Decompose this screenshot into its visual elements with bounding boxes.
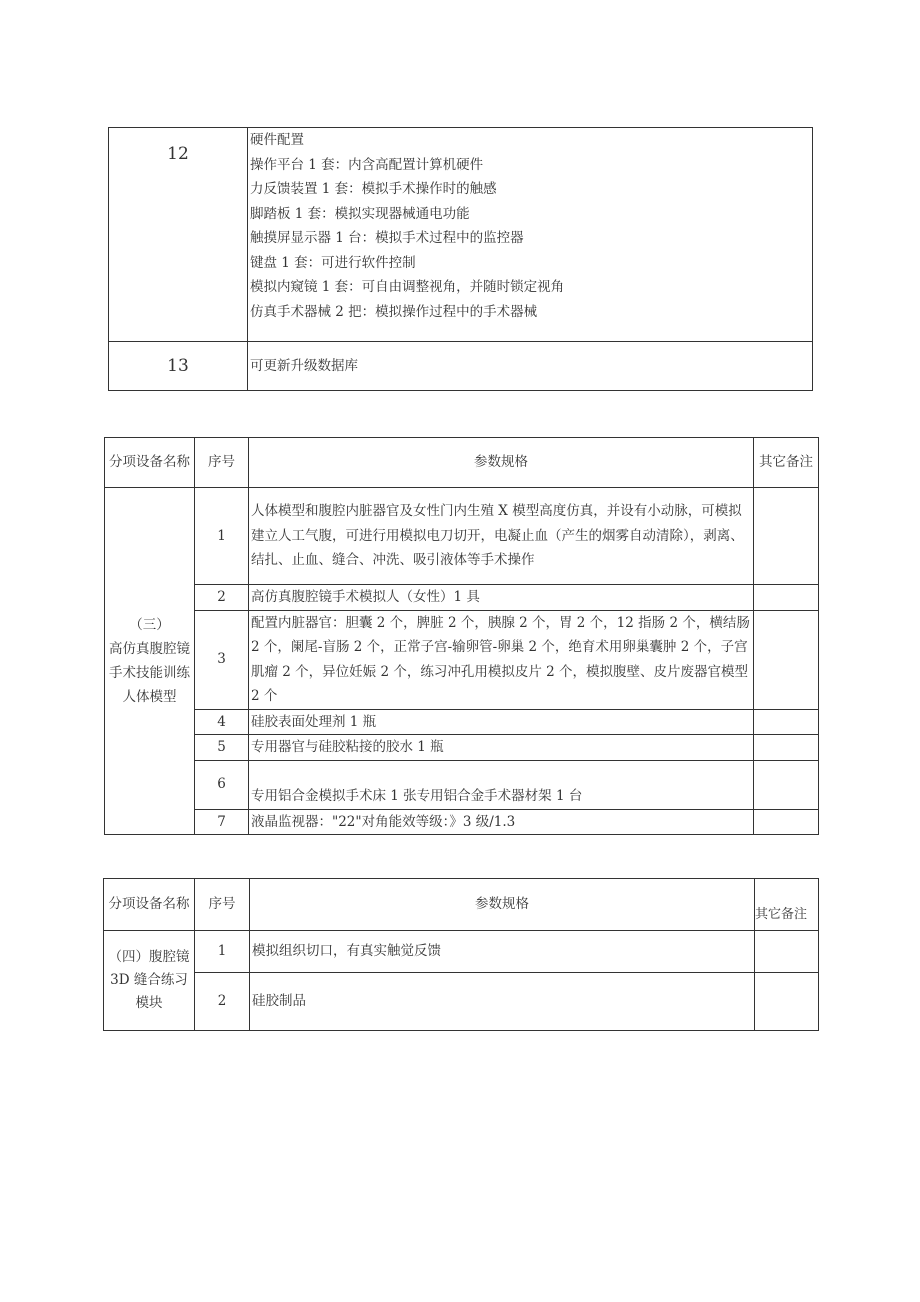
table-row: [105, 709, 819, 735]
row-seq: 3: [195, 610, 249, 709]
header-device-name: 分项设备名称: [105, 438, 195, 488]
header-notes: 其它备注: [755, 879, 819, 931]
row-seq: 2: [195, 585, 249, 611]
row-seq: 1: [195, 931, 250, 973]
model-spec-table: [104, 437, 819, 835]
row-seq: 2: [195, 973, 250, 1031]
row-seq: 4: [195, 709, 249, 735]
row-seq: 6: [195, 760, 249, 809]
note-cell: [754, 735, 819, 761]
spec-line: 模拟内窥镜 1 套：可自由调整视角，并随时锁定视角: [250, 279, 565, 295]
header-device-name: 分项设备名称: [104, 879, 195, 931]
header-notes: 其它备注: [754, 438, 819, 488]
group-name: （四）腹腔镜 3D 缝合练习 模块: [104, 931, 195, 1031]
table-row: [105, 735, 819, 761]
row-number: 12: [109, 128, 248, 342]
note-cell: [755, 931, 819, 973]
row-seq: 1: [195, 488, 249, 585]
table-row: [105, 585, 819, 611]
table-row: [104, 973, 819, 1031]
spec-line: 脚踏板 1 套：模拟实现器械通电功能: [250, 205, 470, 222]
spec-cell: 硅胶表面处理剂 1 瓶: [249, 709, 754, 735]
header-spec: 参数规格: [250, 879, 755, 931]
note-cell: [754, 809, 819, 835]
table-row: [105, 610, 819, 709]
table-row: [109, 342, 813, 391]
spec-line: 仿真手术器械 2 把：模拟操作过程中的手术器械: [250, 303, 538, 320]
header-row: [104, 879, 819, 931]
row-seq: 5: [195, 735, 249, 761]
header-row: [105, 438, 819, 488]
suture-module-table: [103, 878, 819, 1031]
spec-cell: 专用铝合金模拟手术床 1 张专用铝合金手术器材架 1 台: [249, 760, 754, 809]
spec-cell: 配置内脏器官：胆囊 2 个，脾脏 2 个，胰腺 2 个，胃 2 个，12 指肠 2 个，横结肠 2 个，阑尾-盲肠 2 个，正常子宫-输卵管-卵巢 2 个，绝育术用卵巢囊肿 2 个，子宫肌瘤 2 个，异位妊娠 2 个，练习冲孔用模拟皮片 2 个，模拟腹壁、皮片废器官模型 2 个: [249, 610, 754, 709]
row-number: 13: [109, 342, 248, 391]
note-cell: [754, 585, 819, 611]
spec-cell: 模拟组织切口，有真实触觉反馈: [250, 931, 755, 973]
table-row: [105, 760, 819, 809]
spec-cell: 专用器官与硅胶粘接的胶水 1 瓶: [249, 735, 754, 761]
spec-cell: 可更新升级数据库: [248, 342, 813, 391]
spec-line: 键盘 1 套：可进行软件控制: [250, 254, 416, 271]
table-row: [105, 488, 819, 585]
spec-line: 触摸屏显示器 1 台：模拟手术过程中的监控器: [250, 230, 524, 246]
spec-cell: 人体模型和腹腔内脏器官及女性门内生殖 X 模型高度仿真，并设有小动脉，可模拟建立人工气腹，可进行用模拟电刀切开，电凝止血（产生的烟雾自动清除），剥离、结扎、止血、缝合、冲洗、吸引液体等手术操作: [249, 488, 754, 585]
note-cell: [754, 760, 819, 809]
note-cell: [754, 488, 819, 585]
spec-cell: 硅胶制品: [250, 973, 755, 1031]
group-name: （三） 高仿真腹腔镜手术技能训练人体模型: [105, 488, 195, 835]
spec-line: 操作平台 1 套：内含高配置计算机硬件: [250, 156, 484, 173]
table-row: [104, 931, 819, 973]
header-seq: 序号: [195, 879, 250, 931]
hardware-table: [108, 127, 813, 391]
row-seq: 7: [195, 809, 249, 835]
note-cell: [754, 709, 819, 735]
table-row: [105, 809, 819, 835]
note-cell: [755, 973, 819, 1031]
note-cell: [754, 610, 819, 709]
header-seq: 序号: [195, 438, 249, 488]
table-row: [109, 128, 813, 342]
spec-cell: [248, 128, 813, 342]
spec-line: 力反馈装置 1 套：模拟手术操作时的触感: [250, 181, 497, 197]
spec-line: 硬件配置: [250, 132, 304, 148]
spec-cell: 高仿真腹腔镜手术模拟人（女性）1 具: [249, 585, 754, 611]
header-spec: 参数规格: [249, 438, 754, 488]
spec-cell: 液晶监视器："22"对角能效等级：》3 级/1.3: [249, 809, 754, 835]
